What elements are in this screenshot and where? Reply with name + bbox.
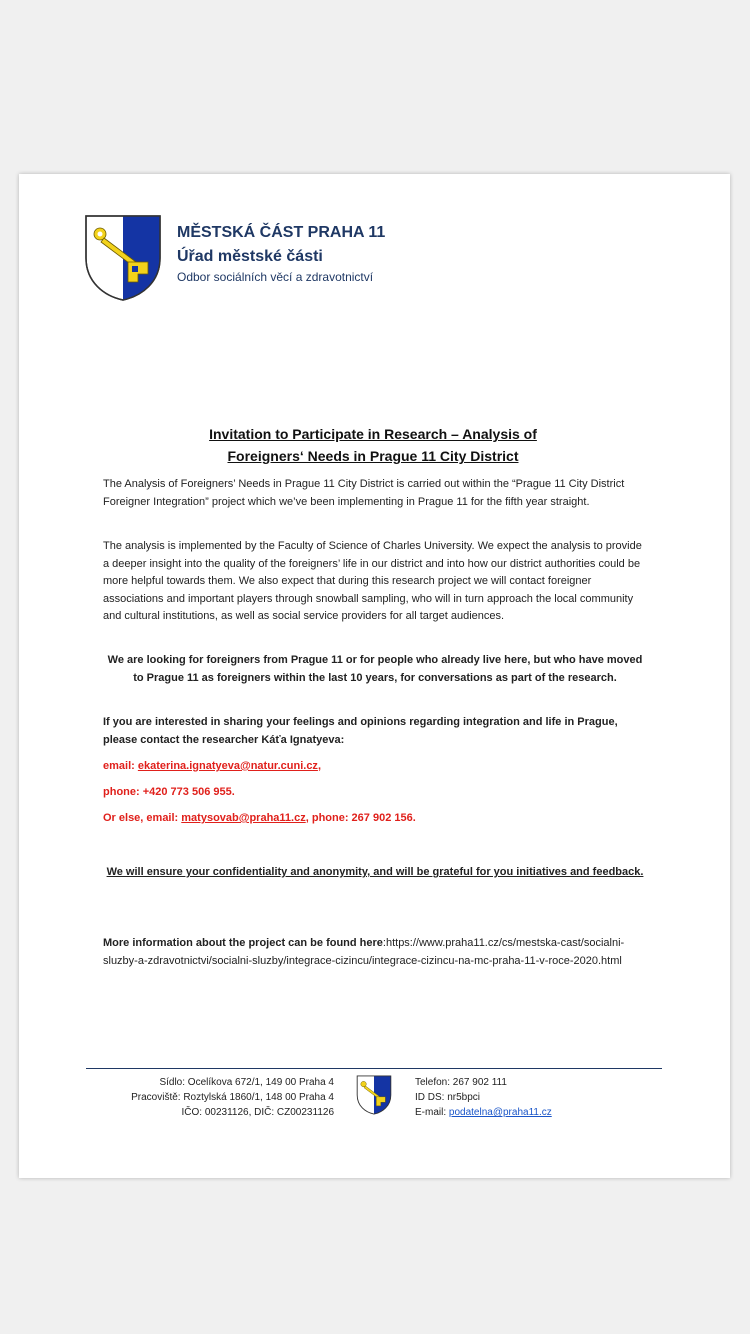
alternate-contact-line	[103, 810, 647, 828]
footer-email-label: E-mail:	[415, 1107, 449, 1118]
document-title-line-1: Invitation to Participate in Research – Analysis of	[209, 426, 537, 442]
footer-divider	[86, 1068, 662, 1069]
footer-address	[99, 1075, 334, 1120]
footer-data-box: ID DS: nr5bpci	[415, 1092, 481, 1103]
footer-phone: Telefon: 267 902 111	[415, 1077, 507, 1088]
email-suffix: ,	[317, 760, 321, 772]
researcher-email-link[interactable]: ekaterina.ignatyeva@natur.cuni.cz	[137, 760, 318, 772]
office-name: Úřad městské části	[177, 248, 323, 265]
email-label: email:	[103, 760, 138, 772]
footer-email-line	[415, 1105, 635, 1120]
researcher-phone: phone: +420 773 506 955.	[103, 786, 235, 798]
department-name: Odbor sociálních věcí a zdravotnictví	[177, 270, 374, 284]
confidentiality-statement: We will ensure your confidentiality and anonymity, and will be grateful for you initiatives and feedback.	[106, 866, 644, 878]
more-info-label: More information about the project can be found here	[103, 937, 383, 949]
paragraph-looking-for: We are looking for foreigners from Prague 11 or for people who already live here, but who have moved to Prague 11 as foreigners within the last 10 years, for conversations as part of the research.	[107, 654, 643, 684]
footer-contacts	[415, 1075, 635, 1120]
footer-ids: IČO: 00231126, DIČ: CZ00231126	[181, 1107, 334, 1118]
document-page	[19, 174, 730, 1178]
footer-email-link[interactable]: podatelna@praha11.cz	[448, 1107, 552, 1118]
municipality-name: MĚSTSKÁ ČÁST PRAHA 11	[177, 224, 386, 241]
alternate-email-label: Or else, email:	[103, 812, 182, 824]
footer-seat: Sídlo: Ocelíkova 672/1, 149 00 Praha 4	[159, 1077, 334, 1088]
alternate-email-link[interactable]: matysovab@praha11.cz	[181, 812, 306, 824]
alternate-phone: , phone: 267 902 156.	[305, 812, 416, 824]
paragraph-contact-intro: If you are interested in sharing your feelings and opinions regarding integration and life in Prague, please contact the researcher Káťa Ignatyeva:	[103, 716, 618, 746]
project-url[interactable]: :https://www.praha11.cz/cs/mestska-cast/socialni-sluzby-a-zdravotnictvi/socialni-sluzby/integrace-cizincu/integrace-cizincu-na-mc-praha-11-v-roce-2020.html	[103, 937, 625, 967]
document-title-line-2: Foreigners‘ Needs in Prague 11 City District	[227, 448, 519, 464]
paragraph-intro: The Analysis of Foreigners’ Needs in Prague 11 City District is carried out within the “Prague 11 City District Foreigner Integration” project which we’ve been implementing in Prague 11 for the fifth year straight.	[103, 478, 625, 508]
more-info-paragraph	[103, 935, 647, 970]
footer-coat-of-arms-icon	[356, 1075, 392, 1115]
paragraph-analysis: The analysis is implemented by the Faculty of Science of Charles University. We expect the analysis to provide a deeper insight into the quality of the foreigners’ life in our district and into how our district authorities could be more helpful towards them. We also expect that during this research project we will contact foreigner associations and important players through snowball sampling, who will in turn approach the local community and cultural institutions, as well as social service providers for all target audiences.	[103, 540, 642, 623]
footer-workplace: Pracoviště: Roztylská 1860/1, 148 00 Praha 4	[131, 1092, 334, 1103]
coat-of-arms-icon	[84, 214, 162, 302]
researcher-email-line	[103, 758, 647, 776]
